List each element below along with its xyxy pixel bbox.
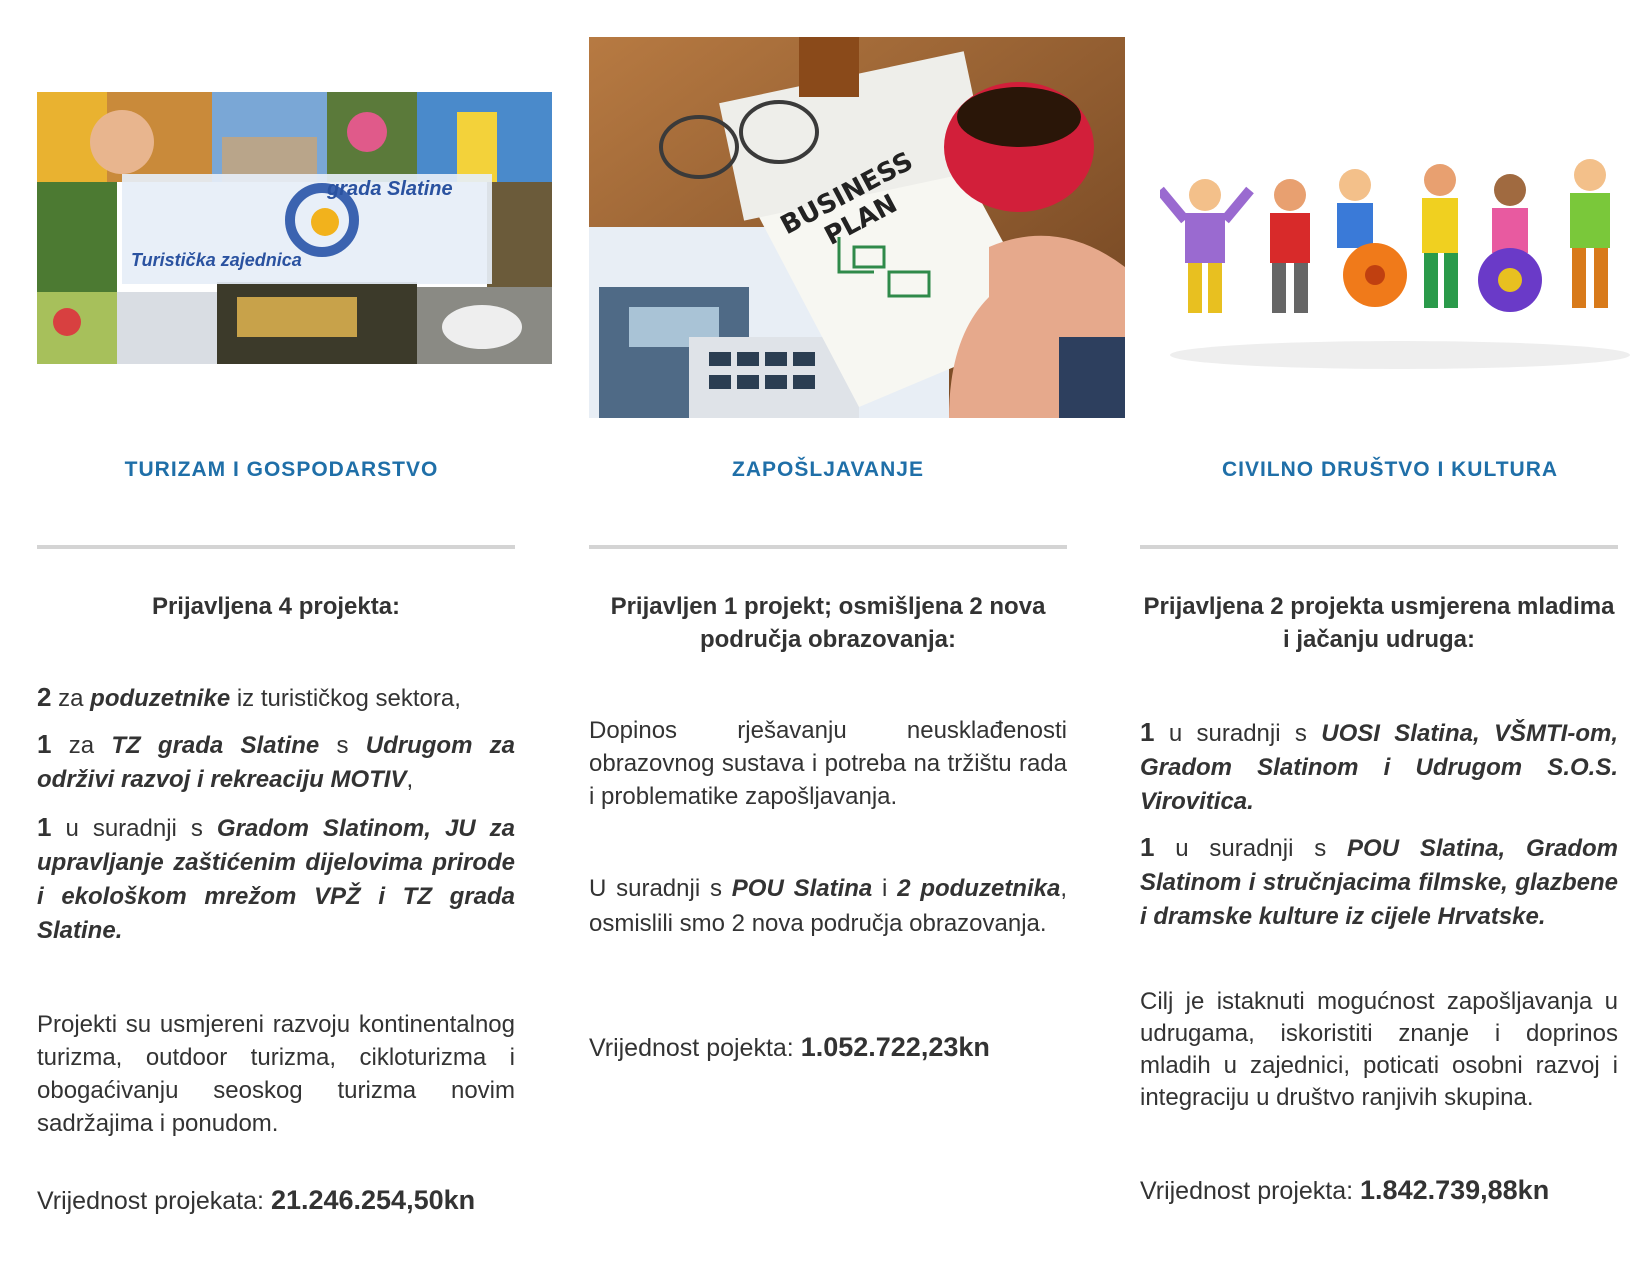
project-item: 1 u suradnji s Gradom Slatinom, JU za upravljanje zaštićenim dijelovima prirode i ekološkom mrežom VPŽ i TZ grada Slatine. (37, 812, 515, 944)
business-plan-photo (589, 37, 1125, 418)
section-subtitle: Prijavljen 1 projekt; osmišljena 2 nova područja obrazovanja: (610, 593, 1046, 653)
divider (589, 545, 1067, 549)
logo-text-top: grada Slatine (327, 178, 453, 200)
logo-text-bottom: Turistička zajednica (131, 250, 302, 270)
section-heading-civil-society: CIVILNO DRUŠTVO I KULTURA (1221, 458, 1559, 481)
project-value: Vrijednost pojekta: 1.052.722,23kn (589, 1032, 990, 1062)
divider (1140, 545, 1618, 549)
description-text: U suradnji s POU Slatina i 2 poduzetnika, osmislili smo 2 nova područja obrazovanja. (589, 875, 1068, 937)
description-text: Cilj je istaknuti mogućnost zapošljavanja u udrugama, iskoristiti znanje i doprinos mladih u zajednici, poticati osobni razvoj i integraciju u društvo ranjivih skupina. (1140, 988, 1618, 1111)
description-text: Projekti su usmjereni razvoju kontinentalnog turizma, outdoor turizma, cikloturizma i obogaćivanju seoskog turizma novim sadržajima i ponudom. (37, 1011, 515, 1137)
column-employment (589, 0, 1067, 1275)
section-heading-tourism: TURIZAM I GOSPODARSTVO (124, 458, 439, 481)
project-item: 1 u suradnji s UOSI Slatina, VŠMTI-om, Gradom Slatinom i Udrugom S.O.S. Virovitica. (1140, 717, 1618, 815)
divider (37, 545, 515, 549)
project-item: 1 za TZ grada Slatine s Udrugom za održivi razvoj i rekreaciju MOTIV, (37, 729, 516, 793)
column-civil-society (1140, 0, 1618, 1275)
project-value: Vrijednost projekta: 1.842.739,88kn (1140, 1175, 1550, 1205)
section-subtitle: Prijavljena 2 projekta usmjerena mladima i jačanju udruga: (1143, 593, 1615, 653)
column-tourism (37, 0, 515, 1275)
business-plan-handwriting: BUSINESS PLAN (775, 146, 919, 252)
section-subtitle: Prijavljena 4 projekta: (151, 593, 401, 620)
tourism-collage-image (37, 92, 552, 364)
section-heading-employment: ZAPOŠLJAVANJE (732, 458, 924, 481)
project-value: Vrijednost projekata: 21.246.254,50kn (37, 1185, 476, 1215)
project-item: 1 u suradnji s POU Slatina, Gradom Slatinom i stručnjacima filmske, glazbene i dramske kulture iz cijele Hrvatske. (1140, 832, 1618, 930)
children-figures-image (1160, 155, 1640, 375)
description-text: Dopinos rješavanju neusklađenosti obrazovnog sustava i potreba na tržištu rada i problematike zapošljavanja. (589, 717, 1067, 810)
project-item: 2 za poduzetnike iz turističkog sektora, (37, 682, 461, 712)
